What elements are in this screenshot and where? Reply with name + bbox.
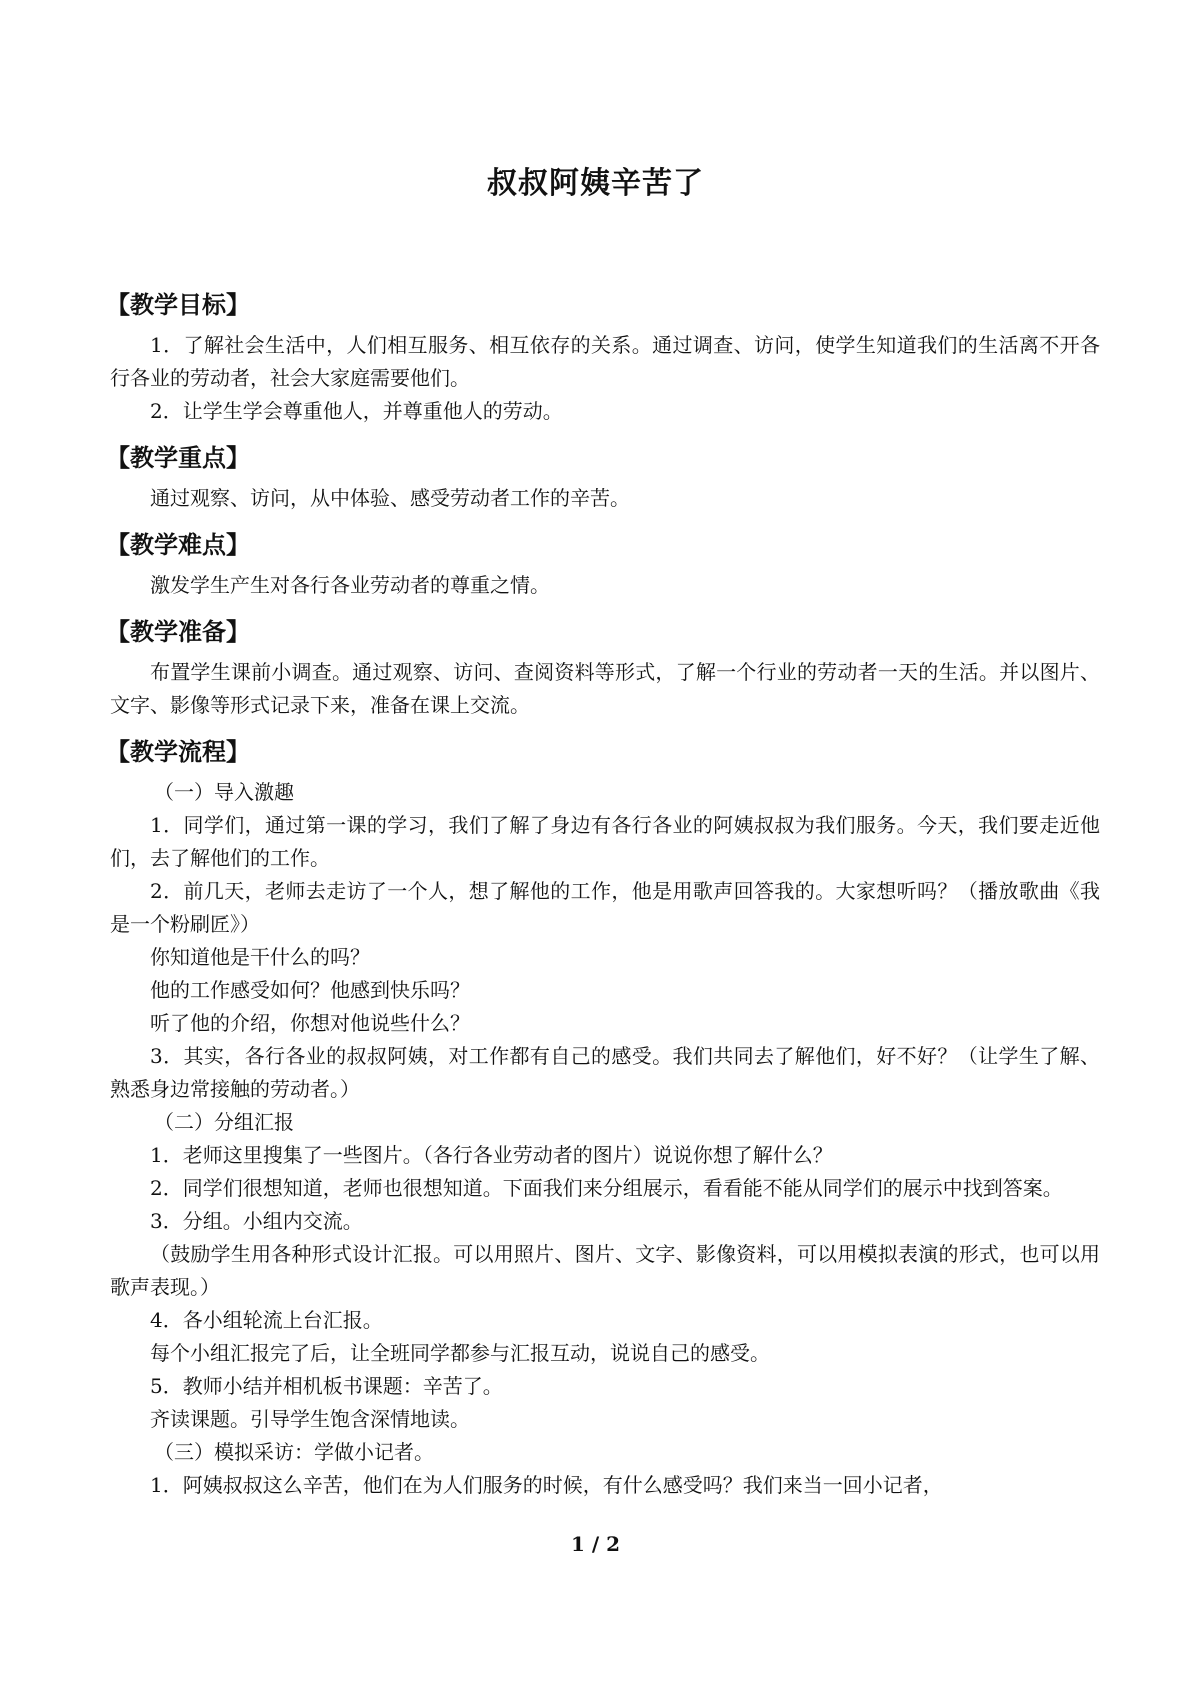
section-heading-objectives: 【教学目标】 [106,291,250,319]
subsection-title: （一）导入激趣 [154,780,294,804]
paragraph: 5．教师小结并相机板书课题：辛苦了。 [150,1374,503,1398]
paragraph: 2．让学生学会尊重他人，并尊重他人的劳动。 [150,399,563,423]
paragraph: 1．老师这里搜集了一些图片。（各行各业劳动者的图片）说说你想了解什么？ [150,1143,833,1167]
document-title: 叔叔阿姨辛苦了 [487,166,704,201]
paragraph: （鼓励学生用各种形式设计汇报。可以用照片、图片、文字、影像资料，可以用模拟表演的形式，也可以用歌声表现。） [110,1242,1100,1299]
subsection-title: （二）分组汇报 [154,1110,294,1134]
subsection-title: （三）模拟采访：学做小记者。 [154,1440,434,1464]
paragraph: 每个小组汇报完了后，让全班同学都参与汇报互动，说说自己的感受。 [150,1341,770,1365]
paragraph: 1．阿姨叔叔这么辛苦，他们在为人们服务的时候，有什么感受吗？我们来当一回小记者， [150,1473,943,1497]
paragraph: 他的工作感受如何？他感到快乐吗？ [150,978,470,1002]
section-heading-difficulties: 【教学难点】 [106,531,250,559]
paragraph: 2．前几天，老师去走访了一个人，想了解他的工作，他是用歌声回答我的。大家想听吗？（播放歌曲《我是一个粉刷匠》） [110,879,1100,936]
section-heading-key-points: 【教学重点】 [106,444,250,472]
section-heading-preparation: 【教学准备】 [106,618,250,646]
paragraph: 3．其实，各行各业的叔叔阿姨，对工作都有自己的感受。我们共同去了解他们，好不好？（让学生了解、熟悉身边常接触的劳动者。） [110,1044,1100,1101]
paragraph: 布置学生课前小调查。通过观察、访问、查阅资料等形式，了解一个行业的劳动者一天的生活。并以图片、文字、影像等形式记录下来，准备在课上交流。 [110,660,1100,717]
paragraph: 听了他的介绍，你想对他说些什么？ [150,1011,470,1035]
page-number: 1 / 2 [570,1532,621,1556]
paragraph: 激发学生产生对各行各业劳动者的尊重之情。 [150,573,550,597]
document-body [106,287,1100,1502]
paragraph: 2．同学们很想知道，老师也很想知道。下面我们来分组展示，看看能不能从同学们的展示中找到答案。 [150,1176,1063,1200]
paragraph: 通过观察、访问，从中体验、感受劳动者工作的辛苦。 [150,486,630,510]
paragraph: 4．各小组轮流上台汇报。 [150,1308,383,1332]
paragraph: 1．了解社会生活中，人们相互服务、相互依存的关系。通过调查、访问，使学生知道我们的生活离不开各行各业的劳动者，社会大家庭需要他们。 [110,333,1100,390]
paragraph: 3．分组。小组内交流。 [150,1209,363,1233]
paragraph: 1．同学们，通过第一课的学习，我们了解了身边有各行各业的阿姨叔叔为我们服务。今天，我们要走近他们，去了解他们的工作。 [110,813,1100,870]
section-heading-procedure: 【教学流程】 [106,738,250,766]
paragraph: 你知道他是干什么的吗？ [150,945,370,969]
paragraph: 齐读课题。引导学生饱含深情地读。 [150,1407,470,1431]
